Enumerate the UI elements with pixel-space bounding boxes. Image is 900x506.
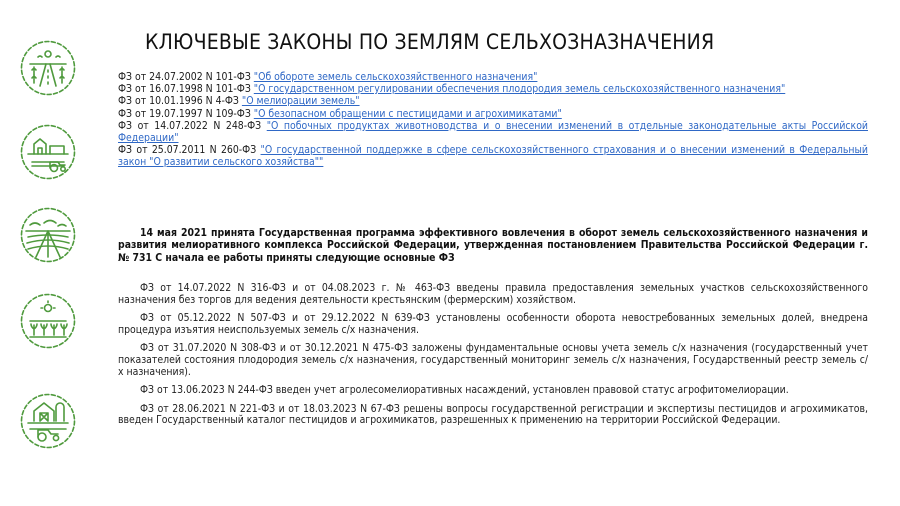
plants-sun-icon bbox=[20, 293, 76, 349]
law-item bbox=[118, 108, 868, 120]
law-link[interactable]: "О государственном регулировании обеспечения плодородия земель сельскохозяйственного назначения" bbox=[253, 83, 786, 96]
adopted-laws-list bbox=[118, 283, 868, 434]
barn-tractor-icon bbox=[20, 393, 76, 449]
law-link[interactable]: "О мелиорации земель" bbox=[241, 95, 360, 108]
law-reference: ФЗ от 14.07.2022 N 248-ФЗ bbox=[118, 119, 267, 132]
law-item bbox=[118, 95, 868, 107]
law-link[interactable]: "О безопасном обращении с пестицидами и агрохимикатами" bbox=[253, 107, 562, 120]
icon-column bbox=[20, 0, 80, 506]
law-reference: ФЗ от 25.07.2011 N 260-ФЗ bbox=[118, 144, 261, 157]
law-link[interactable]: "О побочных продуктах животноводства и о внесении изменений в отдельные законодательные акты Российской Федерации" bbox=[118, 119, 868, 145]
adopted-law-item: ФЗ от 28.06.2021 N 221-ФЗ и от 18.03.2023 N 67-ФЗ решены вопросы государственной регистрации и экспертизы пестицидов и агрохимикатов, введен Государственный каталог пестицидов и агрохимикатов, разрешенных к применению на территории Российской Федерации. bbox=[118, 402, 868, 427]
field-rows-icon bbox=[20, 207, 76, 263]
adopted-law-item: ФЗ от 05.12.2022 N 507-ФЗ и от 29.12.2022 N 639-ФЗ установлены особенности оборота невостребованных земельных долей, внедрена процедура изъятия неиспользуемых земель с/х назначения. bbox=[118, 312, 868, 336]
law-reference: ФЗ от 24.07.2002 N 101-ФЗ bbox=[118, 71, 254, 83]
law-reference: ФЗ от 10.01.1996 N 4-ФЗ bbox=[118, 95, 242, 108]
law-item bbox=[118, 83, 868, 95]
adopted-law-item: ФЗ от 13.06.2023 N 244-ФЗ введен учет агролесомелиоративных насаждений, установлен правовой статус агрофитомелиорации. bbox=[140, 384, 789, 397]
program-paragraph bbox=[118, 227, 868, 264]
law-item bbox=[118, 120, 868, 144]
law-item bbox=[118, 71, 868, 83]
law-reference: ФЗ от 16.07.1998 N 101-ФЗ bbox=[118, 83, 254, 96]
program-text: 14 мая 2021 принята Государственная программа эффективного вовлечения в оборот земель сельскохозяйственного назначения и развития мелиоративного комплекса Российской Федерации, утвержденная постановлением Правительства Российской Федерации г. № 731 С начала ее работы приняты следующие основные ФЗ bbox=[118, 227, 868, 264]
law-reference: ФЗ от 19.07.1997 N 109-ФЗ bbox=[118, 107, 254, 120]
law-link[interactable]: "Об обороте земель сельскохозяйственного назначения" bbox=[253, 71, 538, 83]
adopted-law-item: ФЗ от 31.07.2020 N 308-ФЗ и от 30.12.2021 N 475-ФЗ заложены фундаментальные основы учета земель с/х назначения (государственный учет показателей состояния плодородия земель с/х назначения, государственный мониторинг земель с/х назначения, Государственный реестр земель с/х назначения). bbox=[118, 342, 868, 378]
adopted-law-item: ФЗ от 14.07.2022 N 316-ФЗ и от 04.08.2023 г. № 463-ФЗ введены правила предоставления земельных участков сельскохозяйственного назначения без торгов для ведения деятельности крестьянским (фермерским) хозяйством. bbox=[118, 282, 868, 306]
farm-tractor-icon bbox=[20, 124, 76, 180]
law-item bbox=[118, 144, 868, 168]
page-title: КЛЮЧЕВЫЕ ЗАКОНЫ ПО ЗЕМЛЯМ СЕЛЬХОЗНАЗНАЧЕНИЯ bbox=[145, 30, 715, 54]
law-link[interactable]: "О государственной поддержке в сфере сельскохозяйственного страхования и о внесении изменений в Федеральный закон "О развитии сельского хозяйства"" bbox=[118, 144, 868, 169]
field-road-icon bbox=[20, 40, 76, 96]
law-list bbox=[118, 71, 868, 169]
